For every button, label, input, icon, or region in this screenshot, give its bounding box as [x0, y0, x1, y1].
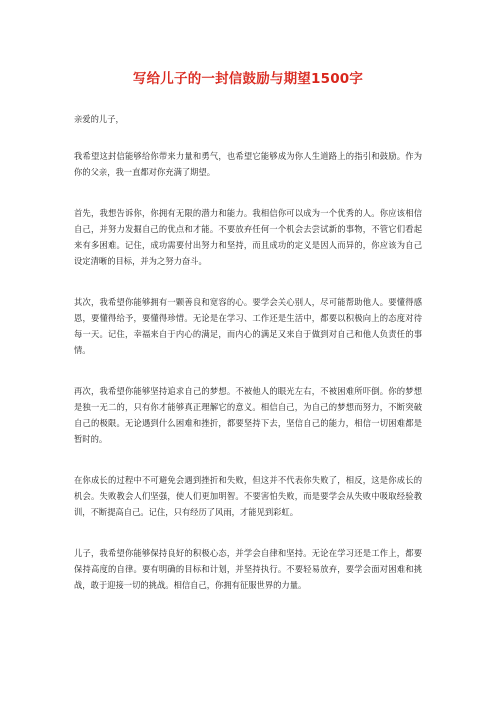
paragraph-3: 其次，我希望你能够拥有一颗善良和宽容的心。要学会关心别人，尽可能帮助他人。要懂得感恩，要懂得给予，要懂得珍惜。无论是在学习、工作还是生活中，都要以积极向上的态度对待每一天。记住，幸福来自于内心的满足，而内心的满足又来自于做到对自己和他人负责任的事情。 [74, 297, 422, 355]
paragraph-2: 首先，我想告诉你，你拥有无限的潜力和能力。我相信你可以成为一个优秀的人。你应该相信自己，并努力发掘自己的优点和才能。不要放弃任何一个机会去尝试新的事物，不管它们看起来有多困难。记住，成功需要付出努力和坚持，而且成功的定义是因人而异的，你应该为自己设定清晰的目标，并为之努力奋斗。 [74, 208, 422, 266]
greeting: 亲爱的儿子， [74, 114, 124, 124]
paragraph-6: 儿子，我希望你能够保持良好的积极心态，并学会自律和坚持。无论在学习还是工作上，都要保持高度的自律。要有明确的目标和计划，并坚持执行。不要轻易放弃，要学会面对困难和挑战，敢于迎接一切的挑战。相信自己，你拥有征服世界的力量。 [74, 548, 422, 590]
paragraph-4: 再次，我希望你能够坚持追求自己的梦想。不被他人的眼光左右，不被困难所吓倒。你的梦想是独一无二的，只有你才能够真正理解它的意义。相信自己，为自己的梦想而努力，不断突破自己的极限。无论遇到什么困难和挫折，都要坚持下去，坚信自己的能力，相信一切困难都是暂时的。 [74, 386, 422, 444]
paragraph-1: 我希望这封信能够给你带来力量和勇气，也希望它能够成为你人生道路上的指引和鼓励。作为你的父亲，我一直都对你充满了期望。 [74, 151, 422, 177]
paragraph-5: 在你成长的过程中不可避免会遇到挫折和失败，但这并不代表你失败了，相反，这是你成长的机会。失败教会人们坚强，使人们更加明智。不要害怕失败，而是要学会从失败中吸取经验教训，不断提高自己。记住，只有经历了风雨，才能见到彩虹。 [74, 475, 422, 517]
document-title: 写给儿子的一封信鼓励与期望1500字 [132, 71, 364, 87]
